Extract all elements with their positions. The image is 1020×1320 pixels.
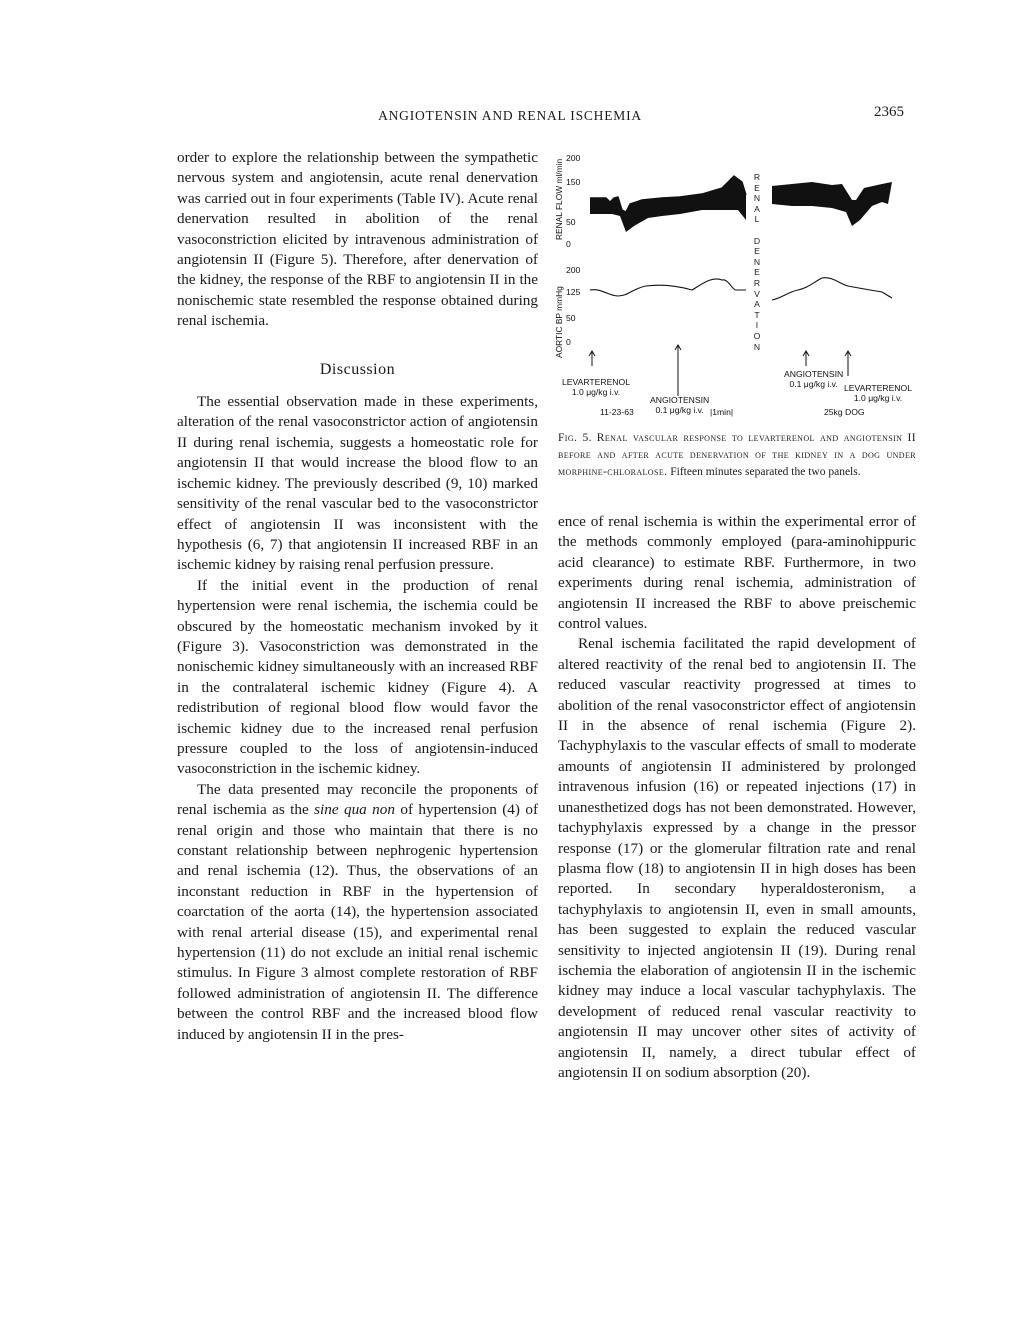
event-dose: 0.1 μg/kg i.v. — [655, 404, 704, 415]
axis-label-rbf: RENAL FLOW ml/min — [554, 158, 564, 240]
figure-time-scale: |1min| — [710, 407, 734, 417]
latin-phrase: sine qua non — [314, 801, 395, 819]
caption-title: Renal vascular response to levarterenol and angiotensin II before and after acute denervation of the kidney in a dog under morphine-chloralose. — [558, 432, 917, 478]
denervation-letter: A — [754, 299, 760, 310]
denervation-letter: N — [753, 256, 761, 267]
denervation-label — [752, 172, 762, 352]
page-number: 2365 — [874, 104, 904, 120]
figure-caption — [558, 430, 916, 481]
tick-label: 50 — [566, 217, 576, 227]
denervation-letter: L — [754, 214, 760, 225]
event-label-angiotensin-right — [784, 370, 843, 389]
caption-label: Fig. 5. — [558, 432, 592, 444]
denervation-letter: E — [754, 246, 760, 257]
paragraph-text: of hypertension (4) of renal origin and those who maintain that there is no constant relationship between nephrogenic hypertension and renal ischemia (12). Thus, the observations of an inconstant reduction in RBF in the hypertension of coarctation of the aorta (14), the hypertension associated with renal arterial disease (15), and experimental renal hypertension (11) do not exclude an initial renal ischemic stimulus. In Figure 3 almost complete restoration of RBF followed administration of angiotensin II. The difference between the control RBF and the increased blood flow induced by angiotensin II in the pres- — [177, 801, 538, 1043]
left-column — [177, 148, 538, 1045]
event-label-levarterenol-right — [844, 384, 912, 403]
denervation-letter: E — [754, 182, 760, 193]
paragraph: order to explore the relationship between the sympathetic nervous system and angiotensin, acute renal denervation was carried out in four experiments (Table IV). Acute renal denervation resulted in abolition of the renal vasoconstriction elicited by intravenous administration of angiotensin II (Figure 5). Therefore, after denervation of the kidney, the response of the RBF to angiotensin II in the nonischemic state resembled the response obtained during renal ischemia. — [177, 149, 538, 330]
bp-trace-right — [772, 278, 892, 300]
denervation-letter: I — [755, 320, 759, 331]
figure-date: 11-23-63 — [600, 407, 634, 417]
paragraph: If the initial event in the production of renal hypertension were renal ischemia, the ischemia could be obscured by the homeostatic mechanism invoked by it (Figure 3). Vasoconstriction was demonstrated in the nonischemic kidney simultaneously with an increased RBF in the contralateral ischemic kidney (Figure 4). A redistribution of regional blood flow would favor the ischemic kidney due to the increased renal perfusion pressure coupled to the loss of angiotensin-induced vasoconstriction in the ischemic kidney. — [177, 576, 538, 778]
denervation-letter: N — [753, 341, 761, 352]
figure-5 — [552, 140, 920, 440]
right-column — [558, 512, 916, 1083]
bp-trace-left — [590, 279, 746, 296]
tick-label: 0 — [566, 239, 571, 249]
event-name: ANGIOTENSIN — [650, 395, 710, 405]
running-title: ANGIOTENSIN AND RENAL ISCHEMIA — [378, 108, 642, 123]
event-label-levarterenol-left — [562, 378, 630, 397]
section-heading: Discussion — [319, 360, 396, 378]
event-dose: 1.0 μg/kg i.v. — [571, 386, 621, 397]
axis-label-bp: AORTIC BP mmHg — [554, 286, 564, 358]
tick-label: 50 — [566, 313, 576, 323]
denervation-letter: O — [753, 330, 761, 341]
event-name: LEVARTERENOL — [844, 383, 912, 393]
event-name: LEVARTERENOL — [562, 377, 630, 387]
denervation-gap — [752, 225, 762, 236]
paragraph — [177, 780, 538, 1045]
event-dose: 1.0 μg/kg i.v. — [853, 392, 903, 403]
tick-label: 125 — [566, 287, 581, 297]
denervation-letter: R — [753, 277, 761, 288]
event-name: ANGIOTENSIN — [784, 369, 844, 379]
tick-label: 200 — [566, 153, 581, 163]
paragraph: ence of renal ischemia is within the experimental error of the methods commonly employed (para-aminohippuric acid clearance) to estimate RBF. Furthermore, in two experiments during renal ischemia, administration of angiotensin II increased the RBF to above preischemic control values. — [558, 513, 916, 633]
paragraph-text: The data presented may reconcile the proponents of renal ischemia as the — [177, 780, 538, 819]
rbf-band-left — [590, 176, 746, 232]
paragraph: Renal ischemia facilitated the rapid development of altered reactivity of the renal bed to angiotensin II. The reduced vascular reactivity progressed at times to abolition of the renal vasoconstrictor effect of angiotensin II in the absence of renal ischemia (Figure 2). Tachyphylaxis to the vascular effects of small to moderate amounts of angiotensin II administered by prolonged intravenous infusion (16) or repeated injections (17) in unanesthetized dogs has not been demonstrated. However, tachyphylaxis expressed by a change in the pressor response (17) or the glomerular filtration rate and renal plasma flow (18) to angiotensin II in high doses has been reported. In secondary hyperaldosteronism, a tachyphylaxis to angiotensin II, even in small amounts, has been suggested to explain the reduced vascular sensitivity to injected angiotensin II (19). During renal ischemia the elaboration of angiotensin II in the ischemic kidney may induce a local vascular tachyphylaxis. The development of reduced renal vascular reactivity to angiotensin II may uncover other sites of activity of angiotensin II, namely, a direct tubular effect of angiotensin II on sodium absorption (20). — [558, 635, 916, 1081]
tick-label: 200 — [566, 265, 581, 275]
tick-label: 150 — [566, 177, 581, 187]
event-label-angiotensin-left — [650, 396, 709, 415]
denervation-letter: N — [753, 193, 761, 204]
tick-label: 0 — [566, 337, 571, 347]
denervation-letter: E — [754, 267, 760, 278]
denervation-letter: D — [753, 235, 761, 246]
event-dose: 0.1 μg/kg i.v. — [789, 378, 838, 389]
figure-subject: 25kg DOG — [824, 407, 865, 417]
denervation-letter: V — [754, 288, 760, 299]
rbf-band-right — [772, 182, 892, 226]
caption-note: Fifteen minutes separated the two panels. — [670, 466, 861, 478]
denervation-letter: A — [754, 203, 760, 214]
paragraph: The essential observation made in these experiments, alteration of the renal vasoconstrictor action of angiotensin II during renal ischemia, suggests a homeostatic role for angiotensin II that would increase the blood flow to an ischemic kidney. The previously described (9, 10) marked sensitivity of the renal vascular bed to the vasoconstrictor effect of angiotensin II was inconsistent with the hypothesis (6, 7) that angiotensin II increased RBF in an ischemic kidney by raising renal perfusion pressure. — [177, 393, 538, 574]
denervation-letter: R — [753, 172, 761, 182]
denervation-letter: T — [754, 309, 760, 320]
